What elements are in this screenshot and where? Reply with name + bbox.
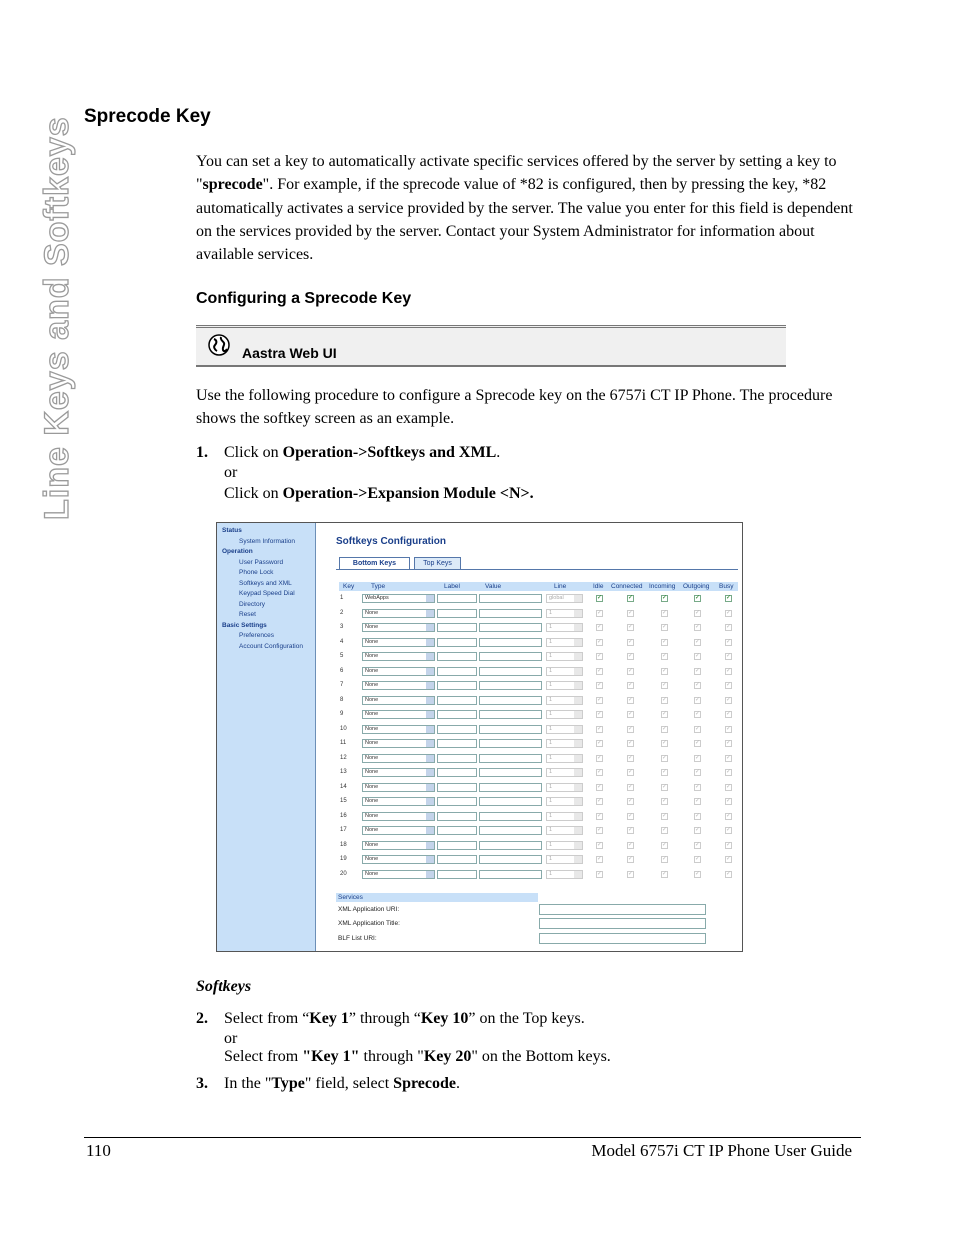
line-select[interactable]: 1 bbox=[546, 652, 583, 661]
state-checkbox[interactable]: ✓ bbox=[662, 711, 668, 717]
key-number: 14 bbox=[340, 783, 347, 790]
state-checkbox[interactable]: ✓ bbox=[597, 725, 603, 732]
label-input[interactable] bbox=[437, 812, 477, 821]
line-select[interactable]: 1 bbox=[546, 725, 583, 734]
table-row bbox=[339, 767, 738, 779]
procedure-paragraph: Use the following procedure to configure a Sprecode key on the 6757i CT IP Phone. The procedure shows the softkey screen as an example. bbox=[196, 387, 833, 428]
line-select[interactable]: 1 bbox=[546, 841, 583, 850]
key-number: 9 bbox=[340, 711, 344, 717]
value-input[interactable] bbox=[479, 609, 542, 618]
state-checkbox[interactable]: ✓ bbox=[662, 682, 668, 688]
line-select[interactable]: 1 bbox=[546, 797, 583, 806]
table-row bbox=[339, 738, 738, 750]
type-select[interactable]: None bbox=[362, 681, 435, 690]
state-checkbox[interactable]: ✓ bbox=[662, 725, 668, 732]
value-input[interactable] bbox=[479, 754, 542, 763]
line-select[interactable]: 1 bbox=[546, 710, 583, 719]
type-select[interactable]: None bbox=[362, 739, 435, 748]
type-select[interactable]: None bbox=[362, 725, 435, 734]
state-checkbox[interactable]: ✓ bbox=[695, 725, 701, 732]
xml-uri-label: XML Application URI: bbox=[338, 906, 400, 913]
state-checkbox[interactable]: ✓ bbox=[597, 595, 603, 601]
state-checkbox[interactable]: ✓ bbox=[628, 841, 634, 848]
state-checkbox[interactable]: ✓ bbox=[597, 812, 603, 819]
key-number: 12 bbox=[340, 754, 347, 761]
state-checkbox[interactable]: ✓ bbox=[695, 595, 701, 601]
line-select[interactable]: 1 bbox=[546, 739, 583, 748]
state-checkbox[interactable]: ✓ bbox=[662, 841, 668, 848]
state-checkbox[interactable]: ✓ bbox=[597, 754, 603, 761]
line-select[interactable]: global bbox=[546, 594, 583, 603]
state-checkbox[interactable]: ✓ bbox=[695, 769, 701, 775]
label-input[interactable] bbox=[437, 725, 477, 734]
label-input[interactable] bbox=[437, 696, 477, 705]
key-number: 19 bbox=[340, 856, 347, 862]
state-checkbox[interactable]: ✓ bbox=[597, 856, 603, 862]
footer-rule bbox=[84, 1137, 861, 1138]
side-chapter-title: Line Keys and Softkeys bbox=[38, 116, 76, 520]
blf-uri-label: BLF List URI: bbox=[338, 935, 377, 942]
state-checkbox[interactable]: ✓ bbox=[695, 624, 701, 630]
label-input[interactable] bbox=[437, 638, 477, 647]
column-header: Type bbox=[371, 583, 386, 590]
value-input[interactable] bbox=[479, 652, 542, 661]
table-row bbox=[339, 840, 738, 852]
blf-uri-input[interactable] bbox=[539, 933, 706, 944]
key-number: 18 bbox=[340, 841, 347, 848]
label-input[interactable] bbox=[437, 609, 477, 618]
state-checkbox[interactable]: ✓ bbox=[726, 856, 732, 862]
nav-link[interactable]: Account Configuration bbox=[239, 642, 303, 650]
state-checkbox[interactable]: ✓ bbox=[695, 667, 701, 674]
state-checkbox[interactable]: ✓ bbox=[695, 711, 701, 717]
key-number: 6 bbox=[340, 667, 344, 674]
screen-title: Softkeys Configuration bbox=[336, 536, 447, 547]
state-checkbox[interactable]: ✓ bbox=[662, 783, 668, 790]
tab-bottom-keys[interactable]: Bottom Keys bbox=[339, 557, 410, 570]
guide-title: Model 6757i CT IP Phone User Guide bbox=[591, 1141, 852, 1160]
state-checkbox[interactable]: ✓ bbox=[628, 783, 634, 790]
state-checkbox[interactable]: ✓ bbox=[628, 740, 634, 746]
state-checkbox[interactable]: ✓ bbox=[597, 682, 603, 688]
state-checkbox[interactable]: ✓ bbox=[628, 696, 634, 703]
state-checkbox[interactable]: ✓ bbox=[597, 667, 603, 674]
state-checkbox[interactable]: ✓ bbox=[597, 638, 603, 645]
xml-title-label: XML Application Title: bbox=[338, 920, 400, 927]
label-input[interactable] bbox=[437, 594, 477, 603]
value-input[interactable] bbox=[479, 623, 542, 632]
state-checkbox[interactable]: ✓ bbox=[662, 769, 668, 775]
key-number: 5 bbox=[340, 653, 344, 659]
label-input[interactable] bbox=[437, 870, 477, 879]
state-checkbox[interactable]: ✓ bbox=[726, 769, 732, 775]
state-checkbox[interactable]: ✓ bbox=[726, 696, 732, 703]
nav-link[interactable]: System Information bbox=[239, 537, 295, 545]
state-checkbox[interactable]: ✓ bbox=[597, 653, 603, 659]
column-header: Busy bbox=[719, 583, 734, 590]
state-checkbox[interactable]: ✓ bbox=[628, 812, 634, 819]
label-input[interactable] bbox=[437, 826, 477, 835]
state-checkbox[interactable]: ✓ bbox=[628, 711, 634, 717]
key-number: 13 bbox=[340, 769, 347, 775]
key-number: 2 bbox=[340, 609, 344, 616]
state-checkbox[interactable]: ✓ bbox=[597, 827, 603, 833]
column-header: Incoming bbox=[649, 583, 676, 590]
type-select[interactable]: None bbox=[362, 812, 435, 821]
state-checkbox[interactable]: ✓ bbox=[695, 754, 701, 761]
key-number: 11 bbox=[340, 740, 347, 746]
table-row bbox=[339, 811, 738, 823]
key-number: 1 bbox=[340, 595, 344, 601]
nav-link[interactable]: Reset bbox=[239, 611, 256, 618]
state-checkbox[interactable]: ✓ bbox=[726, 609, 732, 616]
step-number: 2. bbox=[196, 1010, 208, 1027]
table-row bbox=[339, 753, 738, 765]
type-select[interactable]: None bbox=[362, 783, 435, 792]
state-checkbox[interactable]: ✓ bbox=[695, 653, 701, 659]
label-input[interactable] bbox=[437, 667, 477, 676]
state-checkbox[interactable]: ✓ bbox=[628, 798, 634, 804]
key-number: 15 bbox=[340, 798, 347, 804]
state-checkbox[interactable]: ✓ bbox=[662, 740, 668, 746]
state-checkbox[interactable]: ✓ bbox=[597, 711, 603, 717]
type-select[interactable]: None bbox=[362, 870, 435, 879]
state-checkbox[interactable]: ✓ bbox=[726, 725, 732, 732]
table-row bbox=[339, 709, 738, 721]
figure-caption: Softkeys bbox=[196, 978, 252, 995]
state-checkbox[interactable]: ✓ bbox=[662, 827, 668, 833]
state-checkbox[interactable]: ✓ bbox=[662, 667, 668, 674]
type-select[interactable]: None bbox=[362, 652, 435, 661]
state-checkbox[interactable]: ✓ bbox=[726, 624, 732, 630]
table-row bbox=[339, 637, 738, 649]
type-select[interactable]: WebApps bbox=[362, 594, 435, 603]
type-select[interactable]: None bbox=[362, 667, 435, 676]
line-select[interactable]: 1 bbox=[546, 609, 583, 618]
value-input[interactable] bbox=[479, 696, 542, 705]
value-input[interactable] bbox=[479, 826, 542, 835]
state-checkbox[interactable]: ✓ bbox=[662, 653, 668, 659]
state-checkbox[interactable]: ✓ bbox=[695, 609, 701, 616]
table-row bbox=[339, 796, 738, 808]
state-checkbox[interactable]: ✓ bbox=[662, 812, 668, 819]
state-checkbox[interactable]: ✓ bbox=[628, 725, 634, 732]
key-number: 16 bbox=[340, 812, 347, 819]
state-checkbox[interactable]: ✓ bbox=[662, 754, 668, 761]
value-input[interactable] bbox=[479, 855, 542, 864]
state-checkbox[interactable]: ✓ bbox=[662, 798, 668, 804]
state-checkbox[interactable]: ✓ bbox=[695, 682, 701, 688]
line-select[interactable]: 1 bbox=[546, 812, 583, 821]
table-row bbox=[339, 724, 738, 736]
label-input[interactable] bbox=[437, 783, 477, 792]
value-input[interactable] bbox=[479, 710, 542, 719]
value-input[interactable] bbox=[479, 725, 542, 734]
type-select[interactable]: None bbox=[362, 768, 435, 777]
state-checkbox[interactable]: ✓ bbox=[597, 769, 603, 775]
line-select[interactable]: 1 bbox=[546, 638, 583, 647]
state-checkbox[interactable]: ✓ bbox=[726, 783, 732, 790]
label-input[interactable] bbox=[437, 652, 477, 661]
line-select[interactable]: 1 bbox=[546, 696, 583, 705]
state-checkbox[interactable]: ✓ bbox=[628, 754, 634, 761]
table-row bbox=[339, 666, 738, 678]
state-checkbox[interactable]: ✓ bbox=[628, 682, 634, 688]
table-row bbox=[339, 782, 738, 794]
state-checkbox[interactable]: ✓ bbox=[695, 798, 701, 804]
state-checkbox[interactable]: ✓ bbox=[597, 783, 603, 790]
type-select[interactable]: None bbox=[362, 754, 435, 763]
state-checkbox[interactable]: ✓ bbox=[662, 696, 668, 703]
line-select[interactable]: 1 bbox=[546, 826, 583, 835]
label-input[interactable] bbox=[437, 841, 477, 850]
key-number: 4 bbox=[340, 638, 344, 645]
type-select[interactable]: None bbox=[362, 638, 435, 647]
table-row bbox=[339, 651, 738, 663]
table-row bbox=[339, 869, 738, 881]
state-checkbox[interactable]: ✓ bbox=[726, 798, 732, 804]
line-select[interactable]: 1 bbox=[546, 768, 583, 777]
line-select[interactable]: 1 bbox=[546, 855, 583, 864]
state-checkbox[interactable]: ✓ bbox=[726, 740, 732, 746]
state-checkbox[interactable]: ✓ bbox=[662, 624, 668, 630]
nav-group: Basic Settings bbox=[222, 621, 267, 629]
state-checkbox[interactable]: ✓ bbox=[628, 595, 634, 601]
intro-paragraph: You can set a key to automatically activate specific services offered by the server by setting a key to "sprecode". For example, if the sprecode value of *82 is configured, then by pressing the key, *82 automatically activates a service provided by the server. The value you enter for this field is dependent on the services provided by the server. Contact your System Administrator for information about available services. bbox=[196, 153, 853, 264]
column-header: Line bbox=[554, 583, 567, 590]
state-checkbox[interactable]: ✓ bbox=[726, 870, 732, 877]
line-select[interactable]: 1 bbox=[546, 623, 583, 632]
type-select[interactable]: None bbox=[362, 826, 435, 835]
state-checkbox[interactable]: ✓ bbox=[726, 711, 732, 717]
label-input[interactable] bbox=[437, 710, 477, 719]
label-input[interactable] bbox=[437, 623, 477, 632]
nav-group: Operation bbox=[222, 548, 253, 555]
subsection-title: Configuring a Sprecode Key bbox=[196, 290, 412, 307]
state-checkbox[interactable]: ✓ bbox=[695, 827, 701, 833]
value-input[interactable] bbox=[479, 783, 542, 792]
state-checkbox[interactable]: ✓ bbox=[695, 870, 701, 877]
state-checkbox[interactable]: ✓ bbox=[726, 754, 732, 761]
state-checkbox[interactable]: ✓ bbox=[662, 870, 668, 877]
table-row bbox=[339, 825, 738, 837]
state-checkbox[interactable]: ✓ bbox=[695, 638, 701, 645]
step-number: 1. bbox=[196, 444, 208, 461]
nav-link[interactable]: Softkeys and XML bbox=[239, 579, 292, 587]
type-select[interactable]: None bbox=[362, 623, 435, 632]
value-input[interactable] bbox=[479, 594, 542, 603]
state-checkbox[interactable]: ✓ bbox=[695, 740, 701, 746]
state-checkbox[interactable]: ✓ bbox=[695, 783, 701, 790]
key-number: 8 bbox=[340, 696, 344, 703]
line-select[interactable]: 1 bbox=[546, 783, 583, 792]
key-number: 7 bbox=[340, 682, 344, 688]
state-checkbox[interactable]: ✓ bbox=[628, 624, 634, 630]
label-input[interactable] bbox=[437, 681, 477, 690]
type-select[interactable]: None bbox=[362, 841, 435, 850]
state-checkbox[interactable]: ✓ bbox=[628, 769, 634, 775]
value-input[interactable] bbox=[479, 768, 542, 777]
state-checkbox[interactable]: ✓ bbox=[628, 653, 634, 659]
state-checkbox[interactable]: ✓ bbox=[726, 667, 732, 674]
label-input[interactable] bbox=[437, 739, 477, 748]
state-checkbox[interactable]: ✓ bbox=[695, 696, 701, 703]
type-select[interactable]: None bbox=[362, 797, 435, 806]
step-number: 3. bbox=[196, 1075, 208, 1092]
label-input[interactable] bbox=[437, 768, 477, 777]
label-input[interactable] bbox=[437, 797, 477, 806]
type-select[interactable]: None bbox=[362, 855, 435, 864]
nav-link[interactable]: User Password bbox=[239, 558, 284, 566]
state-checkbox[interactable]: ✓ bbox=[597, 624, 603, 630]
state-checkbox[interactable]: ✓ bbox=[695, 856, 701, 862]
type-select[interactable]: None bbox=[362, 696, 435, 705]
column-header: Outgoing bbox=[683, 583, 710, 590]
key-number: 17 bbox=[340, 827, 347, 833]
nav-group: Status bbox=[222, 527, 242, 534]
line-select[interactable]: 1 bbox=[546, 754, 583, 763]
state-checkbox[interactable]: ✓ bbox=[726, 827, 732, 833]
nav-link[interactable]: Preferences bbox=[239, 632, 275, 639]
state-checkbox[interactable]: ✓ bbox=[628, 667, 634, 674]
menu-path: Operation->Softkeys and XML bbox=[282, 444, 497, 461]
state-checkbox[interactable]: ✓ bbox=[726, 638, 732, 645]
state-checkbox[interactable]: ✓ bbox=[726, 812, 732, 819]
value-input[interactable] bbox=[479, 638, 542, 647]
value-input[interactable] bbox=[479, 841, 542, 850]
section-title: Sprecode Key bbox=[84, 106, 211, 127]
line-select[interactable]: 1 bbox=[546, 681, 583, 690]
globe-icon bbox=[208, 334, 230, 356]
tab-top-keys[interactable]: Top Keys bbox=[414, 557, 461, 570]
state-checkbox[interactable]: ✓ bbox=[628, 827, 634, 833]
table-row bbox=[339, 622, 738, 634]
value-input[interactable] bbox=[479, 812, 542, 821]
line-select[interactable]: 1 bbox=[546, 667, 583, 676]
state-checkbox[interactable]: ✓ bbox=[662, 609, 668, 616]
table-header bbox=[339, 582, 738, 591]
state-checkbox[interactable]: ✓ bbox=[597, 870, 603, 877]
state-checkbox[interactable]: ✓ bbox=[597, 798, 603, 804]
state-checkbox[interactable]: ✓ bbox=[695, 812, 701, 819]
nav-link[interactable]: Phone Lock bbox=[239, 569, 274, 576]
state-checkbox[interactable]: ✓ bbox=[628, 638, 634, 645]
state-checkbox[interactable]: ✓ bbox=[726, 841, 732, 848]
key-number: 10 bbox=[340, 725, 347, 732]
column-header: Connected bbox=[611, 583, 643, 590]
value-input[interactable] bbox=[479, 667, 542, 676]
table-row bbox=[339, 680, 738, 692]
column-header: Value bbox=[485, 583, 502, 590]
services-header: Services bbox=[336, 893, 538, 902]
state-checkbox[interactable]: ✓ bbox=[628, 870, 634, 877]
web-ui-banner bbox=[196, 325, 786, 367]
state-checkbox[interactable]: ✓ bbox=[597, 609, 603, 616]
table-row bbox=[339, 695, 738, 707]
nav-link[interactable]: Directory bbox=[239, 600, 266, 608]
column-header: Key bbox=[343, 583, 355, 590]
label-input[interactable] bbox=[437, 855, 477, 864]
label-input[interactable] bbox=[437, 754, 477, 763]
state-checkbox[interactable]: ✓ bbox=[597, 740, 603, 746]
table-row bbox=[339, 593, 738, 605]
state-checkbox[interactable]: ✓ bbox=[726, 653, 732, 659]
table-row bbox=[339, 608, 738, 620]
table-row bbox=[339, 854, 738, 866]
xml-uri-input[interactable] bbox=[539, 904, 706, 915]
column-header: Label bbox=[444, 583, 460, 590]
state-checkbox[interactable]: ✓ bbox=[695, 841, 701, 848]
state-checkbox[interactable]: ✓ bbox=[662, 595, 668, 601]
state-checkbox[interactable]: ✓ bbox=[726, 595, 732, 601]
type-select[interactable]: None bbox=[362, 710, 435, 719]
line-select[interactable]: 1 bbox=[546, 870, 583, 879]
key-number: 3 bbox=[340, 624, 344, 630]
state-checkbox[interactable]: ✓ bbox=[662, 856, 668, 862]
value-input[interactable] bbox=[479, 681, 542, 690]
nav-link[interactable]: Keypad Speed Dial bbox=[239, 590, 295, 597]
state-checkbox[interactable]: ✓ bbox=[726, 682, 732, 688]
value-input[interactable] bbox=[479, 797, 542, 806]
state-checkbox[interactable]: ✓ bbox=[628, 856, 634, 862]
state-checkbox[interactable]: ✓ bbox=[662, 638, 668, 645]
state-checkbox[interactable]: ✓ bbox=[597, 841, 603, 848]
state-checkbox[interactable]: ✓ bbox=[628, 609, 634, 616]
softkeys-config-screenshot bbox=[216, 522, 743, 952]
type-select[interactable]: None bbox=[362, 609, 435, 618]
value-input[interactable] bbox=[479, 739, 542, 748]
xml-title-input[interactable] bbox=[539, 918, 706, 929]
column-header: Idle bbox=[593, 583, 604, 590]
nav-sidebar bbox=[217, 523, 316, 951]
value-input[interactable] bbox=[479, 870, 542, 879]
page-number: 110 bbox=[86, 1141, 111, 1160]
state-checkbox[interactable]: ✓ bbox=[597, 696, 603, 703]
key-number: 20 bbox=[340, 870, 347, 877]
menu-path: Operation->Expansion Module <N>. bbox=[282, 485, 534, 502]
web-ui-label: Aastra Web UI bbox=[242, 345, 337, 361]
